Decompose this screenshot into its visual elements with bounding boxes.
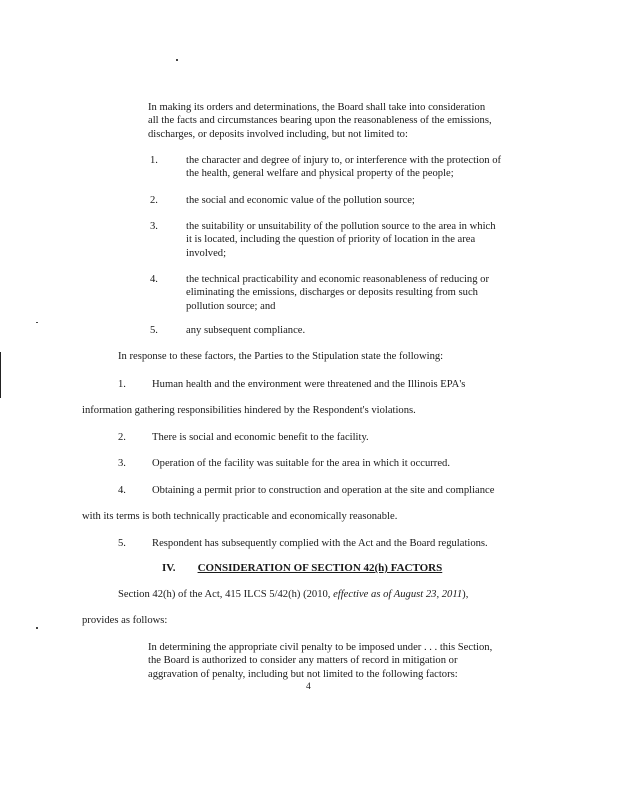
factor-number: 3. <box>150 221 158 232</box>
factor-text: the suitability or unsuitability of the pollution source to the area in which it is located, including the question of priority of location in the area involved; <box>186 221 496 259</box>
factor-text: the social and economic value of the pollution source; <box>186 195 415 206</box>
response-number: 3. <box>118 458 126 469</box>
scan-speck <box>36 627 38 629</box>
factor-number: 2. <box>150 195 158 206</box>
response-number: 1. <box>118 379 126 390</box>
block-quote: In determining the appropriate civil penalty to be imposed under . . . this Section, the Board is authorized to consider any matters of record in mitigation or aggravation of penalty, including but not limited to the following factors: <box>148 642 493 680</box>
section-heading <box>162 562 442 574</box>
factor-number: 4. <box>150 274 158 285</box>
scan-speck <box>36 322 38 323</box>
effective-date: effective as of August 23, 2011 <box>333 589 463 600</box>
response-text: Human health and the environment were threatened and the Illinois EPA's <box>152 379 466 390</box>
scan-speck <box>176 59 178 61</box>
response-text: Operation of the facility was suitable for the area in which it occurred. <box>152 458 450 469</box>
page-number: 4 <box>306 682 311 692</box>
response-text-continued: information gathering responsibilities hindered by the Respondent's violations. <box>82 405 416 416</box>
response-number: 4. <box>118 485 126 496</box>
response-text-continued: with its terms is both technically practicable and economically reasonable. <box>82 511 398 522</box>
factor-number: 1. <box>150 155 158 166</box>
factor-number: 5. <box>150 325 158 336</box>
section-title: CONSIDERATION OF SECTION 42(h) FACTORS <box>197 562 443 574</box>
response-number: 2. <box>118 432 126 443</box>
intro-line: discharges, or deposits involved including, but not limited to: <box>148 128 408 140</box>
response-number: 5. <box>118 538 126 549</box>
section-numeral: IV. <box>162 562 176 574</box>
factor-text: any subsequent compliance. <box>186 325 306 336</box>
intro-line: In making its orders and determinations, the Board shall take into consideration <box>148 102 486 113</box>
response-text: There is social and economic benefit to the facility. <box>152 432 369 443</box>
intro-paragraph <box>148 101 492 141</box>
intro-line: all the facts and circumstances bearing upon the reasonableness of the emissions, <box>148 115 492 127</box>
section-paragraph-continued: provides as follows: <box>82 615 168 626</box>
response-text: Obtaining a permit prior to construction and operation at the site and compliance <box>152 485 495 496</box>
scan-speck <box>0 352 1 398</box>
response-intro: In response to these factors, the Parties to the Stipulation state the following: <box>118 351 444 362</box>
factor-text: the technical practicability and economic reasonableness of reducing or eliminating the emissions, discharges or deposits resulting from such pollution source; and <box>186 274 489 312</box>
factor-text: the character and degree of injury to, or interference with the protection of the health, general welfare and physical property of the people; <box>186 155 502 180</box>
response-text: Respondent has subsequently complied with the Act and the Board regulations. <box>152 538 488 549</box>
section-paragraph: Section 42(h) of the Act, 415 ILCS 5/42(h) (2010, effective as of August 23, 2011), <box>118 589 469 600</box>
